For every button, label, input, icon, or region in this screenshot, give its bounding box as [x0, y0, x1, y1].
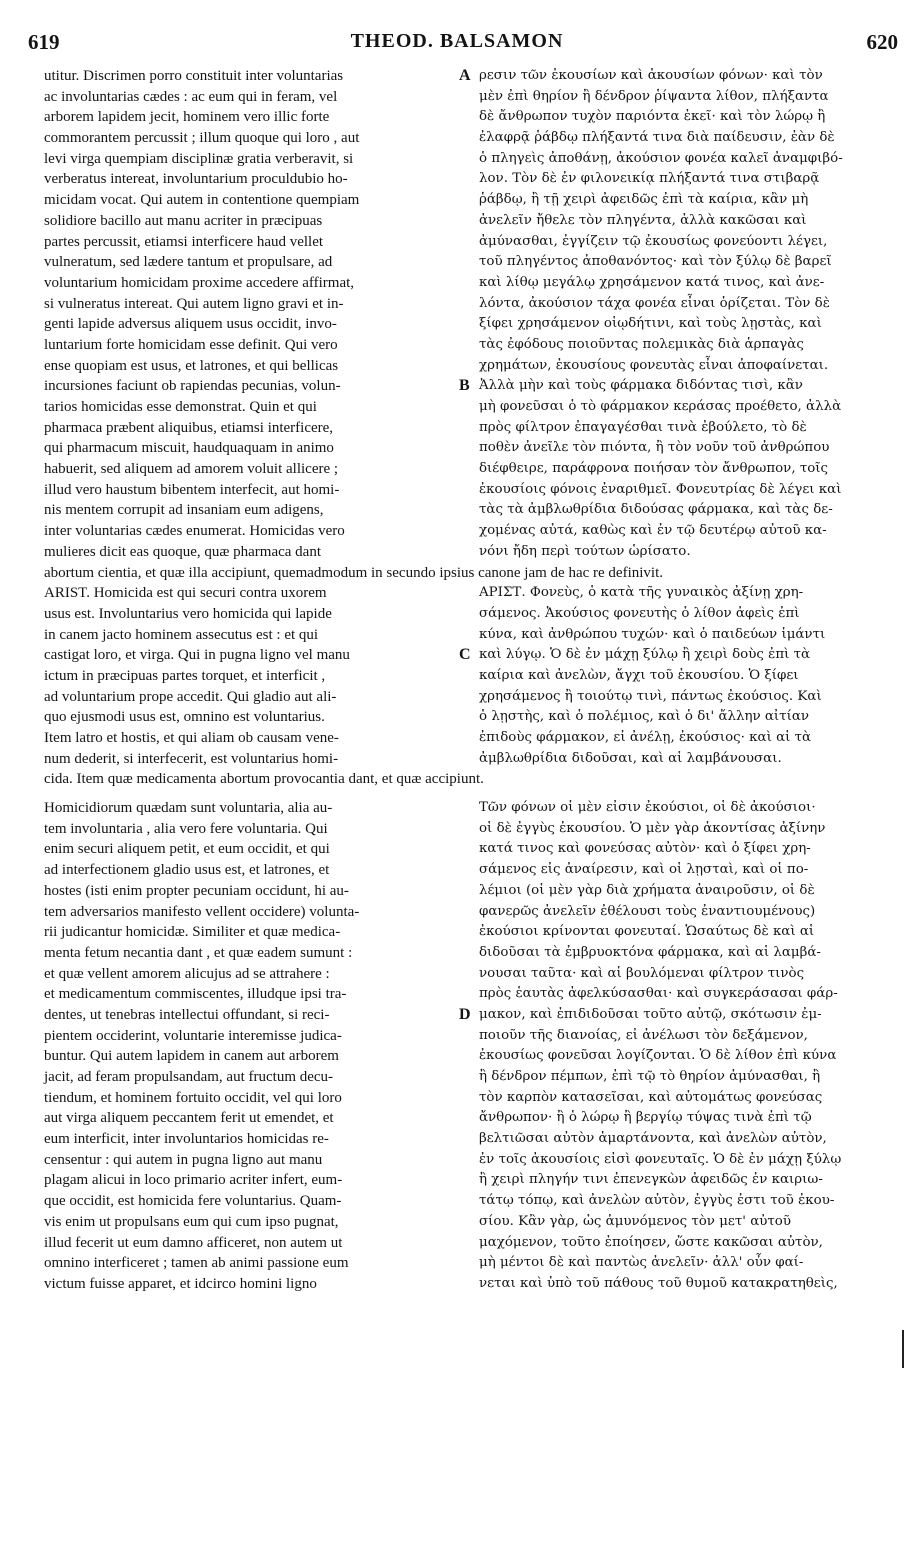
latin-line: incursiones faciunt ob rapiendas pecunias, volun-	[44, 378, 341, 395]
latin-line: qui pharmacum miscuit, haudquaquam in animo	[44, 440, 334, 457]
latin-line: tarios homicidas esse demonstrat. Quin et qui	[44, 399, 317, 415]
text-row	[0, 819, 914, 840]
text-row	[0, 169, 914, 190]
greek-line: μὴ φονεῦσαι ὁ τὸ φάρμακον κεράσας προέθετο, ἀλλὰ	[479, 399, 842, 414]
text-row-full	[0, 769, 914, 790]
text-row	[0, 1170, 914, 1191]
text-row	[0, 418, 914, 439]
page-number-right: 620	[866, 30, 898, 54]
latin-line: genti lapide adversus aliquem usus occidit, invo-	[44, 316, 337, 333]
latin-line: omnino interficeret ; tamen ab animi passione eum	[44, 1255, 349, 1272]
margin-letter: A	[459, 67, 471, 84]
latin-line: luntarium forte homicidam esse definit. Qui vero	[44, 336, 338, 353]
greek-line: ὁ πληγεὶς ἀποθάνῃ, ἀκούσιον φονέα καλεῖ ἀναμφιβό-	[479, 150, 843, 166]
text-row	[0, 438, 914, 459]
greek-line: ποθὲν ἀνεῖλε τὸν πιόντα, ἢ τὸν νοῦν τοῦ ἀνθρώπου	[479, 440, 830, 456]
greek-line: νόνι ἤδη περὶ τούτων ὡρίσατο.	[479, 543, 691, 559]
greek-line: ἐκουσίοις φόνοις ἐναριθμεῖ. Φονευτρίας δὲ λέγει καὶ	[479, 481, 842, 497]
text-row	[0, 1026, 914, 1047]
latin-line: castigat loro, et virga. Qui in pugna ligno vel manu	[44, 647, 350, 664]
greek-line: σάμενος εἰς ἀναίρεσιν, καὶ οἱ λῃσταὶ, καὶ οἱ πο-	[479, 862, 809, 878]
greek-line: τὰς τὰ ἀμβλωθρίδια διδούσας φάρμακα, καὶ τὰς δε-	[479, 502, 833, 518]
text-row	[0, 480, 914, 501]
section-gap	[0, 790, 914, 798]
page-number-left: 619	[28, 30, 60, 54]
text-row	[0, 521, 914, 542]
text-row	[0, 232, 914, 253]
text-row	[0, 1274, 914, 1295]
page-header	[0, 30, 914, 60]
latin-line: illud fecerit ut eum damno afficeret, non autem ut	[44, 1234, 343, 1251]
greek-line: Ἀλλὰ μὴν καὶ τοὺς φάρμακα διδόντας τισὶ, κἂν	[479, 378, 803, 394]
latin-line: et quæ vellent amorem alicujus ad se attrahere :	[44, 965, 330, 982]
text-row	[0, 604, 914, 625]
latin-line: ARIST. Homicida est qui securi contra uxorem	[44, 585, 327, 602]
latin-line: commorantem percussit ; illum quoque qui loro , aut	[44, 130, 360, 147]
latin-line: solidiore bacillo aut manu acriter in præcipuas	[44, 212, 323, 229]
greek-line: χρημάτων, ἐκουσίους φονευτὰς εἶναι ἀποφαίνεται.	[479, 357, 829, 373]
text-row	[0, 687, 914, 708]
text-row	[0, 335, 914, 356]
greek-line: σάμενος. Ἀκούσιος φονευτὴς ὁ λίθον ἀφεὶς ἐπὶ	[479, 605, 800, 621]
greek-line: κύνα, καὶ ἀνθρώπου τυχών· καὶ ὁ παιδεύων ἱμάντι	[479, 626, 826, 642]
greek-line: ΑΡΙΣΤ. Φονεὺς, ὁ κατὰ τῆς γυναικὸς ἀξίνῃ χρη-	[479, 585, 804, 601]
greek-line: λέμιοι (οἱ μὲν γὰρ διὰ χρήματα ἀναιροῦσιν, οἱ δὲ	[479, 882, 815, 898]
text-row	[0, 1108, 914, 1129]
latin-line: aut virga aliquem peccantem ferit ut emendet, et	[44, 1110, 334, 1127]
greek-line: φανερῶς ἀνελεῖν ἐθέλουσι τοὺς ἐναντιουμένους)	[479, 903, 816, 919]
latin-line: in canem jacto hominem assecutus est : et qui	[44, 626, 319, 643]
latin-line: nis mentem corrupit ad insaniam eum adigens,	[44, 502, 324, 519]
text-row	[0, 984, 914, 1005]
latin-line: jacit, ad feram propulsandam, aut fructum decu-	[44, 1069, 334, 1085]
greek-line: νουσαι ταῦτα· καὶ αἱ βουλόμεναι φίλτρον τινὸς	[479, 965, 805, 981]
text-row	[0, 107, 914, 128]
latin-line: Item latro et hostis, et qui aliam ob causam vene-	[44, 730, 339, 746]
text-row	[0, 314, 914, 335]
greek-line: οἱ δὲ ἐγγὺς ἐκουσίου. Ὁ μὲν γὰρ ἀκοντίσας ἀξίνην	[479, 820, 826, 836]
greek-line: σίου. Κἂν γὰρ, ὡς ἀμυνόμενος τὸν μετ' αὐτοῦ	[479, 1213, 791, 1229]
latin-line: victum fuisse apparet, et idcirco homini ligno	[44, 1275, 317, 1292]
latin-line: quo ejusmodi usus est, omnino est voluntarius.	[44, 709, 325, 726]
greek-line: μακον, καὶ ἐπιδιδοῦσαι τοῦτο αὐτῷ, σκότωσιν ἐμ-	[479, 1006, 822, 1022]
greek-line: λόντα, ἀκούσιον τάχα φονέα εἶναι ὁρίζεται. Τὸν δὲ	[479, 295, 830, 311]
text-row	[0, 666, 914, 687]
greek-line: ἀνελεῖν ἤθελε τὸν πληγέντα, ἀλλὰ κακῶσαι καὶ	[479, 212, 807, 228]
text-row	[0, 376, 914, 397]
text-row	[0, 1067, 914, 1088]
latin-line: Homicidiorum quædam sunt voluntaria, alia au-	[44, 800, 333, 817]
latin-line: hostes (isti enim propter pecuniam occidunt, hi au-	[44, 882, 349, 899]
text-row	[0, 707, 914, 728]
latin-line: num dederit, si interfecerit, est voluntarius homi-	[44, 750, 339, 767]
greek-line: χομένας αὐτά, καθὼς καὶ ἐν τῷ δευτέρῳ αὐτοῦ κα-	[479, 523, 827, 539]
text-row	[0, 1046, 914, 1067]
greek-line: τάτῳ τόπῳ, καὶ ἀνελὼν αὐτὸν, ἐγγὺς ἐστι τοῦ ἐκου-	[479, 1193, 835, 1209]
latin-line: vis enim ut propulsans eum qui cum ipso pugnat,	[44, 1213, 339, 1230]
latin-line: si vulneratus intereat. Qui autem ligno gravi et in-	[44, 295, 344, 312]
text-row	[0, 252, 914, 273]
greek-line: τὰς ἐφόδους ποιοῦντας πολεμικὰς διὰ ἁρπαγὰς	[479, 336, 804, 352]
full-width-line: abortum cientia, et quæ illa accipiunt, quemadmodum in secundo ipsius canone jam de hac re definivit.	[44, 564, 663, 581]
text-row	[0, 211, 914, 232]
greek-line: ἄνθρωπον· ἢ ὁ λώρῳ ἢ βεργίῳ τύψας τινὰ ἐπὶ τῷ	[479, 1110, 812, 1126]
text-row	[0, 356, 914, 377]
greek-line: ἢ χειρὶ πληγήν τινι ἐπενεγκὼν ἀφειδῶς ἐν καιριω-	[479, 1172, 823, 1188]
latin-line: et medicamentum commiscentes, illudque ipsi tra-	[44, 986, 347, 1003]
greek-line: καὶ λύγῳ. Ὁ δὲ ἐν μάχῃ ξύλῳ ἢ χειρὶ δοὺς ἐπὶ τὰ	[479, 647, 811, 663]
margin-letter: B	[459, 377, 470, 395]
margin-letter: D	[459, 1005, 471, 1023]
text-row	[0, 1253, 914, 1274]
text-row	[0, 1005, 914, 1026]
latin-line: rii judicantur homicidæ. Similiter et quæ medica-	[44, 924, 341, 941]
latin-line: censentur : qui autem in pugna ligno aut manu	[44, 1151, 323, 1168]
latin-line: ense quopiam est usus, et latrones, et qui bellicas	[44, 357, 339, 374]
latin-line: dentes, ut tenebras intellectui offundant, si reci-	[44, 1006, 330, 1023]
greek-line: βελτιῶσαι αὐτὸν ἁμαρτάνοντα, καὶ ἀνελὼν αὐτὸν,	[479, 1131, 827, 1147]
latin-line: levi virga quempiam disciplinæ gratia verberavit, si	[44, 150, 354, 167]
text-row	[0, 87, 914, 108]
text-row	[0, 798, 914, 819]
greek-line: ἐπιδοὺς φάρμακον, εἰ ἀνέλῃ, ἐκούσιος· καὶ αἱ τὰ	[479, 730, 812, 745]
greek-line: ἀμβλωθρίδια διδοῦσαι, καὶ αἱ λαμβάνουσαι.	[479, 750, 782, 766]
text-row	[0, 273, 914, 294]
text-row	[0, 881, 914, 902]
text-row	[0, 66, 914, 87]
latin-line: partes percussit, etiamsi interficere haud vellet	[44, 233, 324, 250]
latin-line: ac involuntarias cædes : ac eum qui in feram, vel	[44, 88, 338, 105]
greek-line: μαχόμενον, τοῦτο ἐποίησεν, ὥστε κακῶσαι αὐτὸν,	[479, 1234, 823, 1250]
greek-line: ῥάβδῳ, ἢ τῇ χειρὶ ἀφειδῶς ἐπὶ τὰ καίρια, κἂν μὴ	[479, 192, 809, 208]
text-row	[0, 542, 914, 563]
text-row	[0, 583, 914, 604]
greek-line: ἢ δένδρον πέμπων, ἐπὶ τῷ τὸ θηρίον ἀμύνασθαι, ἢ	[479, 1069, 821, 1084]
latin-line: ad interfectionem gladio usus est, et latrones, et	[44, 862, 330, 879]
greek-line: καίρια καὶ ἀνελὼν, ἄγχι τοῦ ἐκουσίου. Ὁ ξίφει	[479, 667, 799, 683]
greek-line: ποιοῦν τῆς διανοίας, εἰ ἀνέλωσι τὸν δεξάμενον,	[479, 1027, 808, 1043]
greek-line: ἀμύνασθαι, ἐγγίζειν τῷ ἐκουσίως φονεύοντι λέγει,	[479, 233, 828, 249]
latin-line: vulneratum, sed lædere tantum et propulsare, ad	[44, 254, 333, 271]
greek-line: τὸν καρπὸν κατασεῖσαι, καὶ αὐτομάτως φονεύσας	[479, 1089, 823, 1105]
greek-line: μὲν ἐπὶ θηρίον ἢ δένδρον ῥίψαντα λίθον, πλήξαντα	[479, 88, 829, 104]
latin-line: plagam alicui in loco primario acriter infert, eum-	[44, 1172, 343, 1189]
text-row	[0, 943, 914, 964]
text-row	[0, 1150, 914, 1171]
text-row	[0, 1212, 914, 1233]
greek-line: διέφθειρε, παράφρονα ποιήσαν τὸν ἄνθρωπον, τοῖς	[479, 461, 829, 477]
full-width-line: cida. Item quæ medicamenta abortum provocantia dant, et quæ accipiunt.	[44, 771, 484, 788]
greek-line: ἐκουσίως φονεῦσαι λογίζονται. Ὁ δὲ λίθον ἐπὶ κύνα	[479, 1048, 837, 1064]
text-row	[0, 728, 914, 749]
greek-line: λον. Τὸν δὲ ἐν φιλονεικίᾳ πλήξαντά τινα στιβαρᾷ	[479, 171, 820, 187]
text-row	[0, 397, 914, 418]
latin-line: arborem lapidem jecit, hominem vero illic forte	[44, 109, 330, 126]
text-row	[0, 190, 914, 211]
latin-line: eum interficit, inter involuntarios homicidas re-	[44, 1131, 329, 1148]
latin-line: pharmaca præbent aliquibus, etiamsi interficere,	[44, 419, 334, 436]
latin-line: utitur. Discrimen porro constituit inter voluntarias	[44, 68, 344, 84]
latin-line: tiendum, et hominem fortuito occidit, vel qui loro	[44, 1089, 342, 1106]
margin-letter: C	[459, 646, 471, 664]
text-row	[0, 625, 914, 646]
text-row	[0, 1088, 914, 1109]
greek-line: κατά τινος καὶ φονεύσας αὐτὸν· καὶ ὁ ξίφει χρη-	[479, 841, 811, 857]
latin-line: usus est. Involuntarius vero homicida qui lapide	[44, 605, 332, 622]
greek-line: Τῶν φόνων οἱ μὲν εἰσιν ἐκούσιοι, οἱ δὲ ἀκούσιοι·	[479, 800, 816, 816]
latin-line: que occidit, est homicida fere voluntarius. Quam-	[44, 1193, 342, 1210]
text-row	[0, 645, 914, 666]
latin-line: micidam vocat. Qui autem in contentione quempiam	[44, 192, 360, 209]
text-row	[0, 860, 914, 881]
greek-line: πρὸς φίλτρον ἐπαγαγέσθαι τινὰ ἐβούλετο, τὸ δὲ	[479, 419, 807, 435]
text-row	[0, 1191, 914, 1212]
latin-line: habuerit, sed aliquem ad amorem voluit allicere ;	[44, 461, 339, 478]
text-row	[0, 902, 914, 923]
greek-line: ἐν τοῖς ἀκουσίοις εἰσὶ φονευταῖς. Ὁ δὲ ἐν μάχῃ ξύλῳ	[479, 1151, 842, 1167]
latin-line: inter voluntarias cædes enumerat. Homicidas vero	[44, 523, 345, 540]
text-row	[0, 459, 914, 480]
latin-line: enim securi aliquem petit, et eum occidit, et qui	[44, 841, 330, 858]
greek-line: διδοῦσαι τὰ ἐμβρυοκτόνα φάρμακα, καὶ αἱ λαμβά-	[479, 944, 821, 960]
latin-line: mulieres dicit eas quoque, quæ pharmaca dant	[44, 543, 321, 560]
greek-line: ρεσιν τῶν ἐκουσίων καὶ ἀκουσίων φόνων· καὶ τὸν	[479, 68, 823, 83]
latin-line: illud vero haustum bibentem interfecit, aut homi-	[44, 481, 340, 498]
text-row	[0, 500, 914, 521]
greek-line: δὲ ἄνθρωπον τυχὸν παριόντα ἐκεῖ· καὶ τὸν λώρῳ ἢ	[479, 109, 826, 125]
running-head: THEOD. BALSAMON	[350, 30, 564, 52]
text-row	[0, 839, 914, 860]
latin-line: pientem occiderint, voluntarie interemisse judica-	[44, 1027, 342, 1044]
latin-line: ad voluntarium prope accedit. Qui gladio aut ali-	[44, 688, 337, 705]
text-row	[0, 294, 914, 315]
greek-line: νεται καὶ ὑπὸ τοῦ πάθους τοῦ θυμοῦ κατακρατηθεὶς,	[479, 1275, 838, 1291]
margin-rule	[902, 1330, 904, 1368]
text-row	[0, 149, 914, 170]
greek-line: ὁ λῃστὴς, καὶ ὁ πολέμιος, καὶ ὁ δι' ἄλλην αἰτίαν	[479, 709, 810, 725]
greek-line: ξίφει χρησάμενον οἱῳδήτινι, καὶ τοὺς λῃστὰς, καὶ	[479, 316, 822, 332]
latin-line: menta fetum necantia dant , et quæ eadem sumunt :	[44, 944, 353, 961]
greek-line: καὶ λίθῳ μεγάλῳ χρησάμενον κατά τινος, καὶ ἀνε-	[479, 274, 825, 290]
latin-line: tem adversarios manifesto vellent occidere) volunta-	[44, 903, 360, 920]
text-row	[0, 964, 914, 985]
latin-line: tem involuntaria , alia vero fere voluntaria. Qui	[44, 820, 328, 837]
latin-line: ictum in præcipuas partes torquet, et interficit ,	[44, 667, 326, 684]
text-row	[0, 1233, 914, 1254]
text-row	[0, 1129, 914, 1150]
greek-line: τοῦ πληγέντος ἀποθανόντος· καὶ τὸν ξύλῳ δὲ βαρεῖ	[479, 254, 832, 270]
text-row-full	[0, 563, 914, 584]
text-row	[0, 749, 914, 770]
greek-line: χρησάμενος ἢ τοιούτῳ τινὶ, πάντως ἐκούσιος. Καὶ	[479, 688, 822, 704]
text-row	[0, 128, 914, 149]
greek-line: ἐκούσιοι κρίνονται φονευταί. Ὡσαύτως δὲ καὶ αἱ	[479, 924, 815, 940]
greek-line: ἐλαφρᾷ ῥάβδῳ πλήξαντά τινα διὰ παίδευσιν, ἐὰν δὲ	[479, 130, 835, 146]
page-body	[0, 66, 914, 1295]
greek-line: πρὸς ἑαυτὰς ἀφελκύσασθαι· καὶ συγκεράσασαι φάρ-	[479, 986, 838, 1002]
text-row	[0, 922, 914, 943]
greek-line: μὴ μέντοι δὲ καὶ παντὼς ἀνελεῖν· ἀλλ' οὖν φαί-	[479, 1255, 804, 1271]
latin-line: voluntarium homicidam proxime accedere affirmat,	[44, 274, 355, 291]
latin-line: verberatus intereat, involuntarium proculdubio ho-	[44, 171, 348, 188]
latin-line: buntur. Qui autem lapidem in canem aut arborem	[44, 1048, 339, 1065]
